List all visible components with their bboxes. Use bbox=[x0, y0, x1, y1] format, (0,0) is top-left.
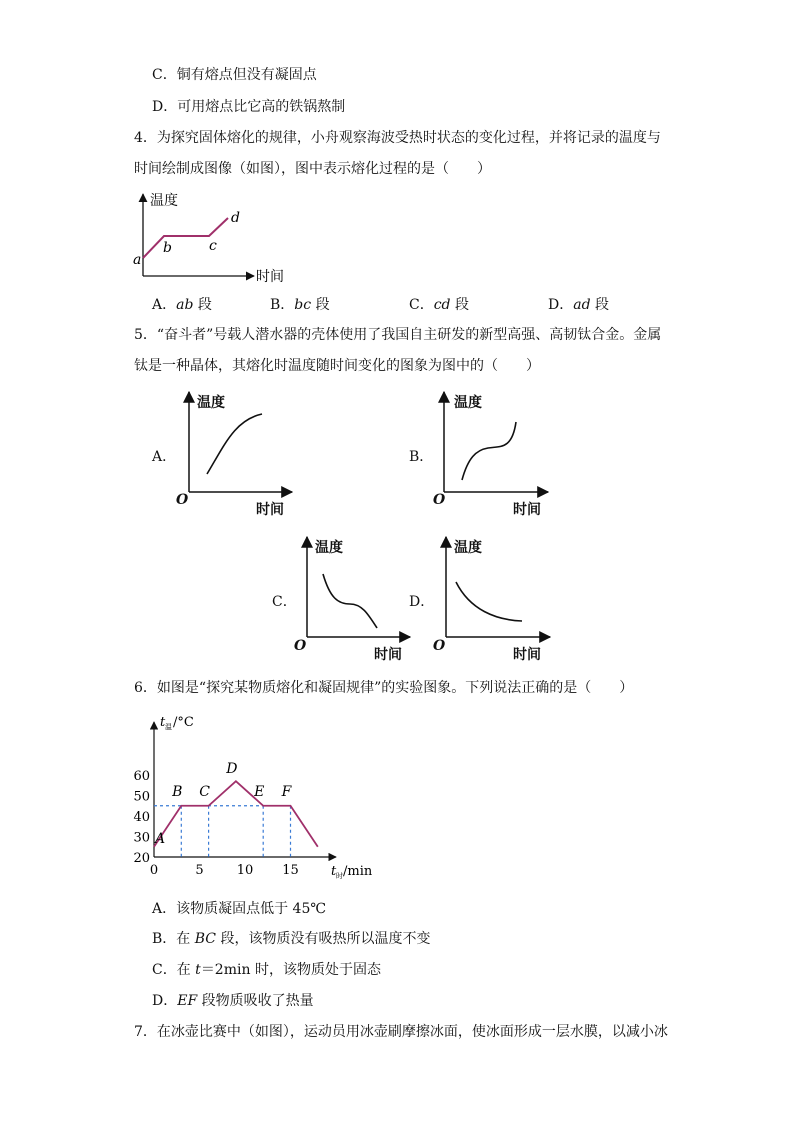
q5-label-d: D． bbox=[409, 594, 435, 610]
q4-point-b: b bbox=[163, 240, 172, 256]
q6-point-B: B bbox=[172, 783, 183, 800]
q6-option-a: A．该物质凝固点低于 45℃ bbox=[152, 901, 327, 917]
q4-curve bbox=[143, 218, 228, 258]
q6-ytick-30: 30 bbox=[133, 830, 150, 846]
q4-stem-line2: 时间绘制成图像（如图），图中表示熔化过程的是（ ） bbox=[134, 161, 491, 177]
q5-label-c: C． bbox=[272, 594, 297, 610]
q6-point-C: C bbox=[199, 783, 210, 800]
q5-curve-d bbox=[456, 582, 522, 621]
q6-option-c: C．在 t＝2min 时，该物质处于固态 bbox=[152, 962, 381, 978]
q5-label-a: A． bbox=[152, 449, 177, 465]
q5-d-xlabel: 时间 bbox=[513, 647, 541, 663]
q6-xtick-15: 15 bbox=[282, 863, 299, 878]
q6-option-b: B．在 BC 段，该物质没有吸热所以温度不变 bbox=[152, 931, 431, 947]
q5-b-xlabel: 时间 bbox=[513, 502, 541, 518]
q4-stem-line1: 4．为探究固体熔化的规律，小舟观察海波受热时状态的变化过程，并将记录的温度与 bbox=[134, 130, 661, 146]
q5-d-origin: O bbox=[433, 638, 446, 654]
q6-ytick-60: 60 bbox=[133, 769, 150, 784]
q6-ytick-50: 50 bbox=[133, 789, 150, 805]
q5-label-b: B． bbox=[409, 449, 434, 465]
q4-option-b: B．bc 段 bbox=[270, 297, 330, 313]
q5-stem-line1: 5．“奋斗者”号载人潜水器的壳体使用了我国自主研发的新型高强、高韧钛合金。金属 bbox=[134, 327, 662, 343]
q6-stem: 6．如图是“探究某物质熔化和凝固规律”的实验图象。下列说法正确的是（ ） bbox=[134, 680, 634, 696]
q6-option-d: D．EF 段物质吸收了热量 bbox=[152, 993, 314, 1009]
q4-option-c: C．cd 段 bbox=[409, 297, 469, 313]
q5-b-origin: O bbox=[433, 492, 446, 508]
q5-curve-b bbox=[462, 422, 516, 480]
q4-xlabel: 时间 bbox=[256, 269, 284, 285]
q6-point-E: E bbox=[254, 783, 265, 800]
q6-ytick-20: 20 bbox=[133, 851, 150, 866]
q6-curve bbox=[154, 781, 318, 847]
q6-xtick-10: 10 bbox=[236, 863, 254, 878]
q5-c-xlabel: 时间 bbox=[374, 647, 402, 663]
q5-a-xlabel: 时间 bbox=[256, 502, 284, 518]
q5-a-ylabel: 温度 bbox=[197, 395, 225, 411]
q6-xtick-5: 5 bbox=[195, 863, 204, 878]
q3-option-d: D．可用熔点比它高的铁锅熬制 bbox=[152, 99, 346, 115]
q6-point-A: A bbox=[154, 830, 166, 847]
q4-ylabel: 温度 bbox=[150, 193, 178, 209]
q4-point-d: d bbox=[231, 210, 240, 226]
q6-ylabel-main: t bbox=[160, 715, 166, 730]
q6-xlabel-unit: /min bbox=[343, 864, 373, 879]
q6-xtick-0: 0 bbox=[149, 863, 159, 878]
q4-point-a: a bbox=[133, 252, 142, 268]
q4-options bbox=[0, 296, 794, 314]
q5-a-origin: O bbox=[176, 492, 189, 508]
q5-stem-line2: 钛是一种晶体，其熔化时温度随时间变化的图象为图中的（ ） bbox=[134, 358, 540, 374]
q6-ylabel-unit: /°C bbox=[173, 715, 194, 730]
q6-ylabel-sub: 温 bbox=[165, 723, 172, 731]
q6-xlabel-main: t bbox=[331, 864, 337, 879]
q6-xlabel-sub: 时 bbox=[336, 872, 343, 880]
q5-curve-a bbox=[207, 414, 262, 474]
q5-c-ylabel: 温度 bbox=[315, 540, 343, 556]
q5-b-ylabel: 温度 bbox=[454, 395, 482, 411]
q3-option-c: C．铜有熔点但没有凝固点 bbox=[152, 67, 317, 83]
q5-d-ylabel: 温度 bbox=[454, 540, 482, 556]
q4-option-a: A．ab 段 bbox=[152, 297, 212, 313]
q4-point-c: c bbox=[209, 238, 217, 254]
q7-stem: 7．在冰壶比赛中（如图），运动员用冰壶刷摩擦冰面，使冰面形成一层水膜，以减小冰 bbox=[134, 1024, 668, 1040]
q5-c-origin: O bbox=[294, 638, 307, 654]
q4-option-d: D．ad 段 bbox=[548, 297, 609, 313]
q6-point-D: D bbox=[226, 761, 238, 778]
q5-curve-c bbox=[323, 574, 377, 628]
q6-point-F: F bbox=[281, 783, 292, 800]
q6-ytick-40: 40 bbox=[133, 810, 150, 825]
